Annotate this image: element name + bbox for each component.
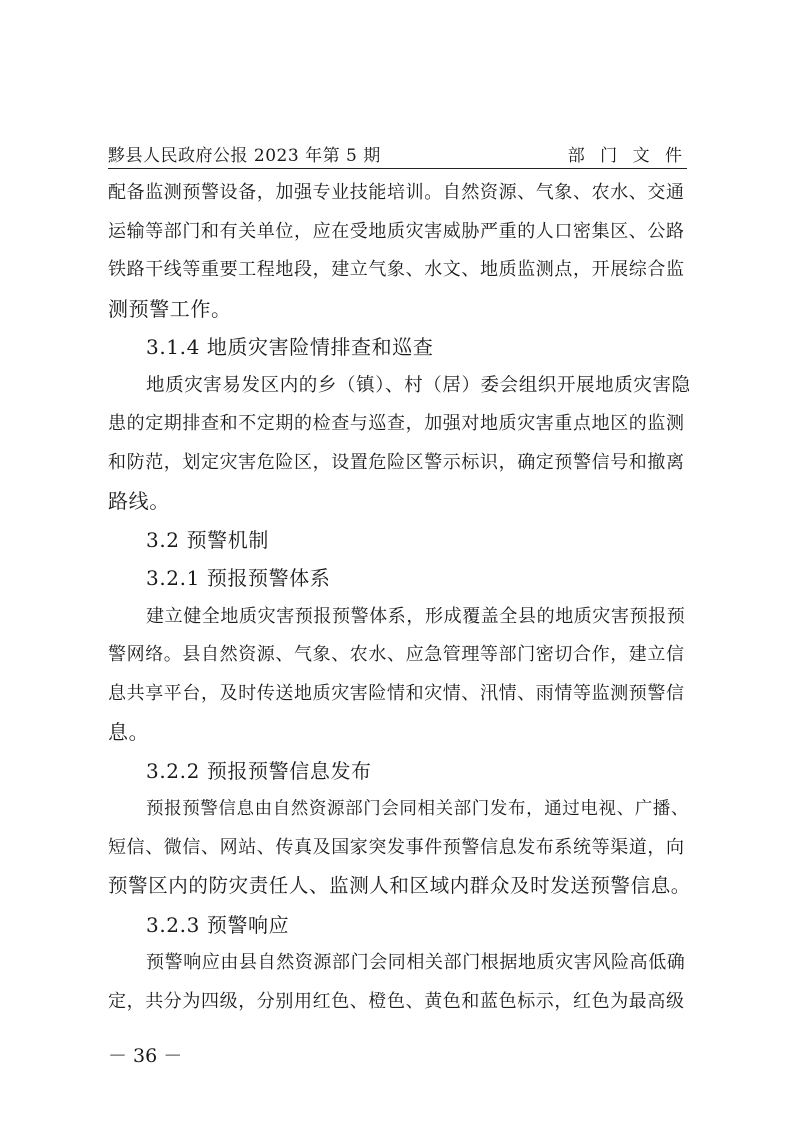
text-line: 息。 (108, 720, 150, 744)
text-line: 配备监测预警设备，加强专业技能培训。自然资源、气象、农水、交通 (108, 182, 685, 203)
text-line: 患的定期排查和不定期的检查与巡查，加强对地质灾害重点地区的监测 (108, 413, 685, 434)
text-line: 预警区内的防灾责任人、监测人和区域内群众及时发送预警信息。 (108, 874, 691, 897)
text-line: 3.1.4 地质灾害险情排查和巡查 (146, 335, 434, 359)
page-header (108, 140, 687, 169)
publication-title: 黟县人民政府公报 2023 年第 5 期 (108, 146, 381, 166)
text-line: 3.2.1 预报预警体系 (146, 566, 331, 590)
text-line: 路线。 (108, 489, 170, 513)
text-line: 预报预警信息由自然资源部门会同相关部门发布，通过电视、广播、 (146, 799, 689, 819)
text-line: 预警响应由县自然资源部门会同相关部门根据地质灾害风险高低确 (146, 952, 686, 973)
text-line: 3.2.2 预报预警信息发布 (146, 758, 372, 783)
text-line: 定，共分为四级，分别用红色、橙色、黄色和蓝色标示，红色为最高级 (108, 990, 685, 1012)
section-label: 部 门 文 件 (567, 146, 687, 166)
text-line: 息共享平台，及时传送地质灾害险情和灾情、汛情、雨情等监测预警信 (108, 682, 685, 704)
text-line: 地质灾害易发区内的乡（镇）、村（居）委会组织开展地质灾害隐 (146, 374, 691, 396)
page-number: － 36 － (108, 1045, 183, 1067)
text-line: 运输等部门和有关单位，应在受地质灾害威胁严重的人口密集区、公路 (108, 220, 685, 242)
text-line: 短信、微信、网站、传真及国家突发事件预警信息发布系统等渠道，向 (108, 836, 685, 858)
text-line: 和防范，划定灾害危险区，设置危险区警示标识，确定预警信号和撤离 (108, 451, 685, 473)
text-line: 测预警工作。 (108, 296, 232, 321)
document-body (108, 174, 693, 1021)
text-line: 警网络。县自然资源、气象、农水、应急管理等部门密切合作，建立信 (108, 644, 685, 665)
text-line: 铁路干线等重要工程地段，建立气象、水文、地质监测点，开展综合监 (108, 259, 685, 280)
text-line: 建立健全地质灾害预报预警体系，形成覆盖全县的地质灾害预报预 (146, 605, 686, 627)
text-line: 3.2.3 预警响应 (146, 912, 290, 937)
text-line: 3.2 预警机制 (146, 527, 269, 552)
